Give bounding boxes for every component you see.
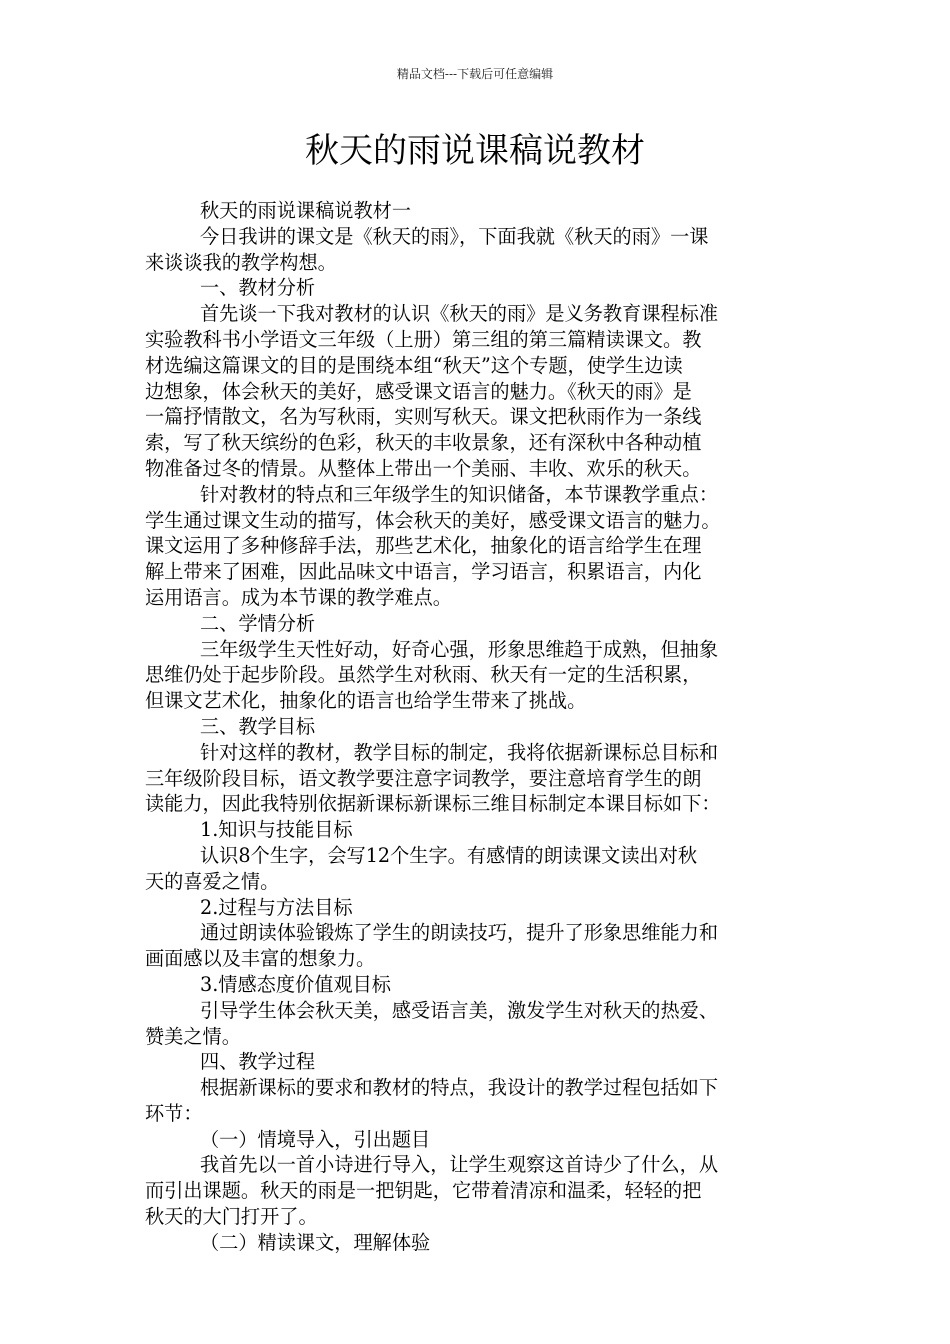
paragraph-line: 引导学生体会秋天美，感受语言美，激发学生对秋天的热爱、 [200,998,719,1022]
paragraph-line: 一篇抒情散文，名为写秋雨，实则写秋天。课文把秋雨作为一条线 [145,405,702,429]
paragraph-line: 首先谈一下我对教材的认识《秋天的雨》是义务教育课程标准 [200,302,719,326]
paragraph-line: 解上带来了困难，因此品味文中语言，学习语言，积累语言，内化 [145,560,702,584]
subsection-heading: 1.知识与技能目标 [200,818,353,842]
section-heading: 一、教材分析 [200,276,316,300]
paragraph-line: 三年级阶段目标，语文教学要注意字词教学，要注意培育学生的朗 [145,766,702,790]
paragraph-line: 物准备过冬的情景。从整体上带出一个美丽、丰收、欢乐的秋天。 [145,456,702,480]
paragraph-line: 而引出课题。秋天的雨是一把钥匙，它带着清凉和温柔，轻轻的把 [145,1179,702,1203]
paragraph-line: 但课文艺术化，抽象化的语言也给学生带来了挑战。 [145,689,587,713]
page-header: 精品文档---下载后可任意编辑 [396,67,554,81]
paragraph-line: 通过朗读体验锻炼了学生的朗读技巧，提升了形象思维能力和 [200,921,719,945]
subsection-heading: 2.过程与方法目标 [200,895,353,919]
paragraph-line: 材选编这篇课文的目的是围绕本组“秋天”这个专题，使学生边读 [145,353,683,377]
paragraph-line: 今日我讲的课文是《秋天的雨》，下面我就《秋天的雨》一课 [200,224,709,248]
paragraph-line: 环节： [145,1101,203,1125]
subsection-heading: （一）情境导入，引出题目 [200,1127,431,1151]
paragraph-line: 索，写了秋天缤纷的色彩，秋天的丰收景象，还有深秋中各种动植 [145,431,702,455]
paragraph-line: 三年级学生天性好动，好奇心强，形象思维趋于成熟，但抽象 [200,637,719,661]
document-title: 秋天的雨说课稿说教材 [305,131,645,171]
paragraph-line: 针对教材的特点和三年级学生的知识储备，本节课教学重点： [200,482,719,506]
paragraph-line: 根据新课标的要求和教材的特点，我设计的教学过程包括如下 [200,1076,719,1100]
section-heading: 三、教学目标 [200,714,316,738]
paragraph-line: 实验教科书小学语文三年级（上册）第三组的第三篇精读课文。教 [145,327,702,351]
document-body [145,198,825,1256]
paragraph-line: 秋天的大门打开了。 [145,1205,318,1229]
paragraph-line: 课文运用了多种修辞手法，那些艺术化，抽象化的语言给学生在理 [145,534,702,558]
paragraph-line: 赞美之情。 [145,1024,241,1048]
paragraph-line: 针对这样的教材，教学目标的制定，我将依据新课标总目标和 [200,740,719,764]
subsection-heading: 3.情感态度价值观目标 [200,972,391,996]
paragraph-line: 认识8个生字，会写12个生字。有感情的朗读课文读出对秋 [200,843,698,867]
paragraph-line: 边想象，体会秋天的美好，感受课文语言的魅力。《秋天的雨》是 [145,379,692,403]
paragraph-line: 画面感以及丰富的想象力。 [145,947,376,971]
paragraph-line: 思维仍处于起步阶段。虽然学生对秋雨、秋天有一定的生活积累， [145,663,702,687]
paragraph-line: 运用语言。成为本节课的教学难点。 [145,585,452,609]
paragraph-line: 我首先以一首小诗进行导入，让学生观察这首诗少了什么，从 [200,1153,719,1177]
section-heading: 四、教学过程 [200,1050,316,1074]
paragraph-line: 学生通过课文生动的描写，体会秋天的美好，感受课文语言的魅力。 [145,508,721,532]
subsection-heading: （二）精读课文，理解体验 [200,1230,431,1254]
paragraph-line: 天的喜爱之情。 [145,869,280,893]
paragraph-line: 读能力，因此我特别依据新课标新课标三维目标制定本课目标如下： [145,792,721,816]
section-heading: 二、学情分析 [200,611,316,635]
subtitle-line: 秋天的雨说课稿说教材一 [200,199,412,222]
paragraph-line: 来谈谈我的教学构想。 [145,250,337,274]
